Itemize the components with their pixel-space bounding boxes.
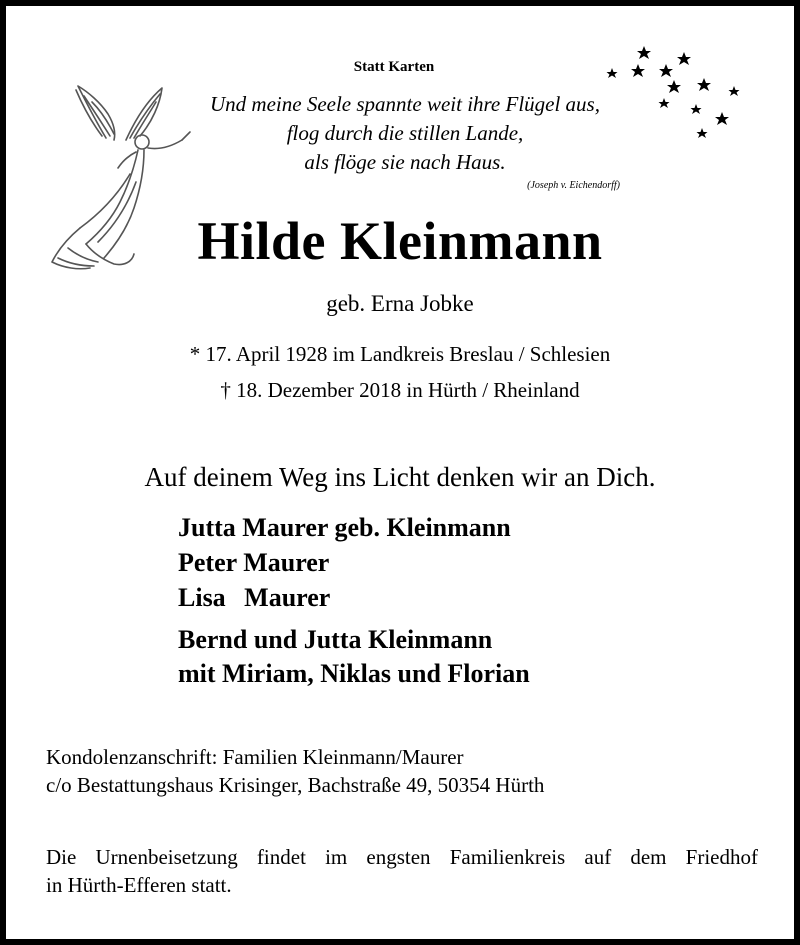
death-date: † 18. Dezember 2018 in Hürth / Rheinland (220, 378, 580, 402)
notice-heading: Statt Karten (353, 59, 435, 75)
family-member: Peter Maurer (178, 548, 330, 577)
family-member: Bernd und Jutta Kleinmann (178, 625, 493, 654)
family-member: Jutta Maurer geb. Kleinmann (178, 513, 511, 542)
condolence-address-line-2: c/o Bestattungshaus Krisinger, Bachstraße 49, 50354 Hürth (46, 773, 545, 797)
poem-author: (Joseph v. Eichendorff) (527, 180, 620, 191)
poem-line-1: Und meine Seele spannte weit ihre Flügel aus, (210, 92, 600, 116)
deceased-name: Hilde Kleinmann (197, 211, 603, 271)
burial-note-line-1: Die Urnenbeisetzung findet im engsten Familienkreis auf dem Friedhof (46, 845, 758, 869)
poem-line-2: flog durch die stillen Lande, (286, 121, 524, 145)
family-member: mit Miriam, Niklas und Florian (178, 659, 530, 688)
farewell-motto: Auf deinem Weg ins Licht denken wir an Dich. (144, 462, 656, 492)
birth-date: * 17. April 1928 im Landkreis Breslau / Schlesien (189, 342, 611, 366)
family-member: Lisa Maurer (178, 583, 331, 612)
birth-name: geb. Erna Jobke (326, 291, 474, 316)
condolence-address-line-1: Kondolenzanschrift: Familien Kleinmann/Maurer (46, 745, 464, 769)
poem-line-3: als flöge sie nach Haus. (304, 150, 506, 174)
burial-note-line-2: in Hürth-Efferen statt. (46, 873, 232, 897)
